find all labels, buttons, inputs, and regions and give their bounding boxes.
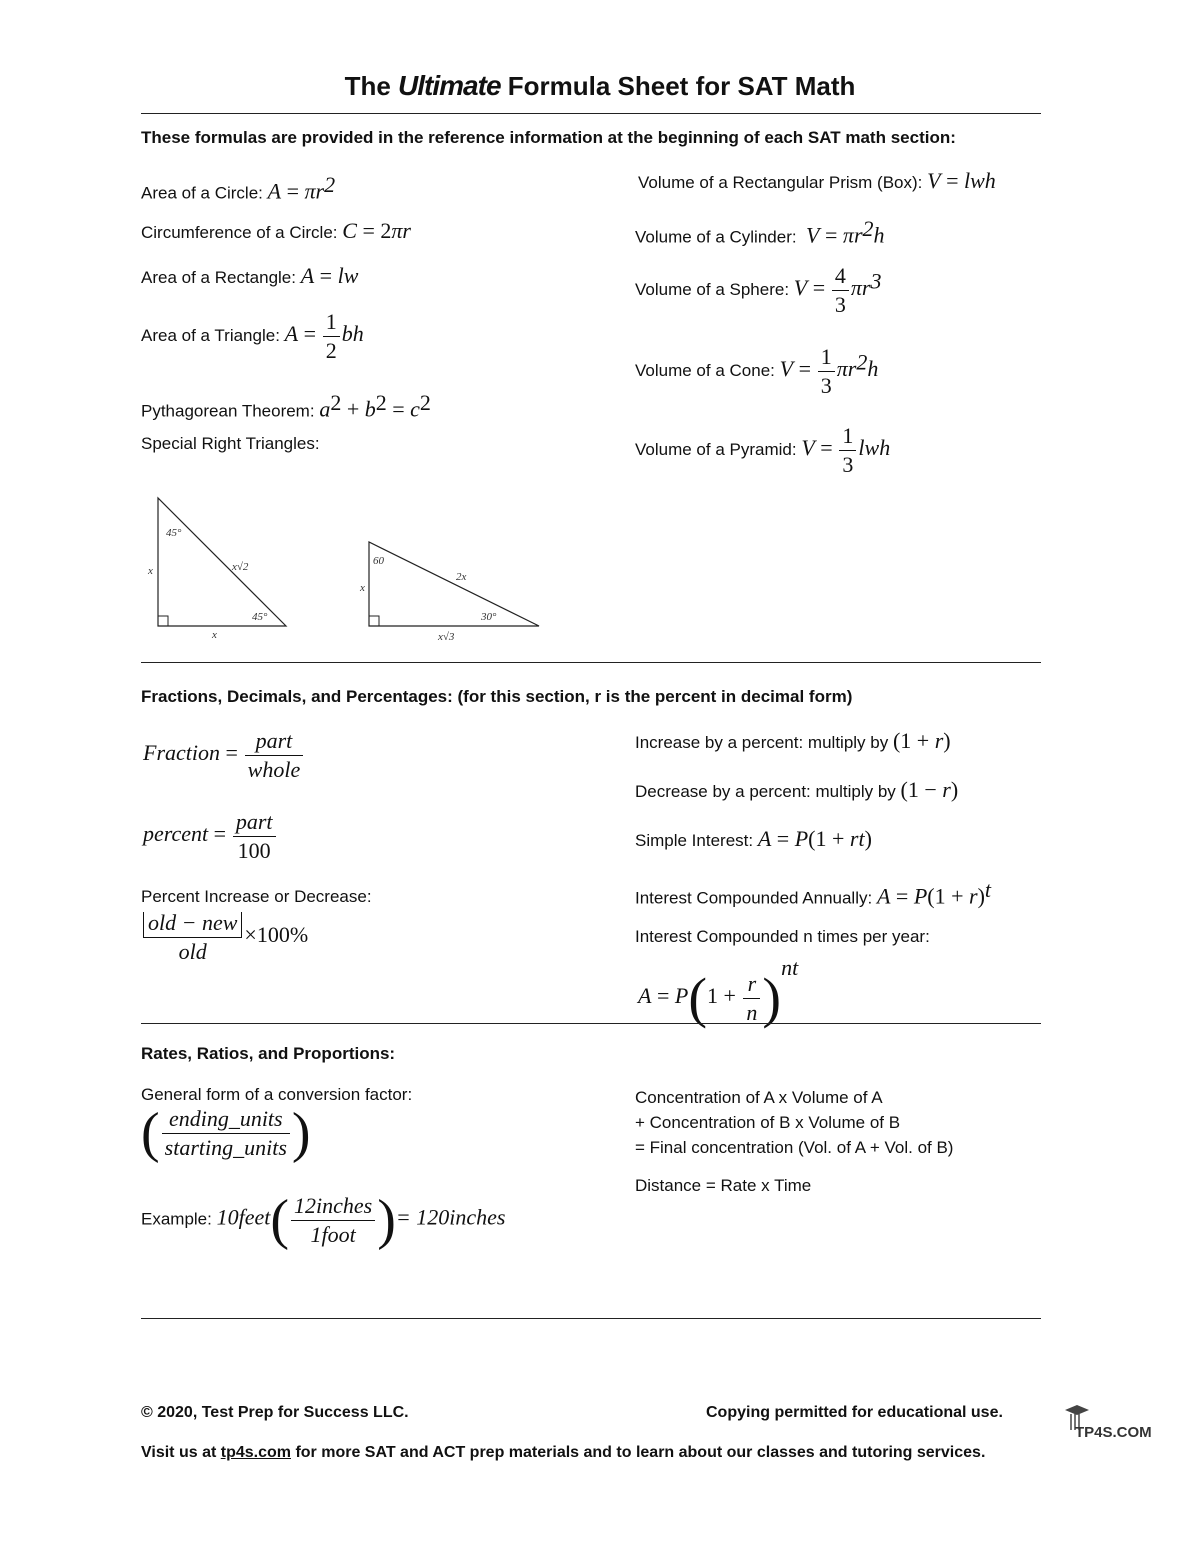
cylinder-label: Volume of a Cylinder: (635, 227, 797, 247)
special-triangles-label: Special Right Triangles: (141, 434, 320, 453)
increase-formula: Increase by a percent: multiply by (1 + r) (635, 728, 951, 753)
example-post: = 120inches (395, 1204, 506, 1230)
copying-notice: Copying permitted for educational use. (706, 1404, 1003, 1421)
t2-side: x (360, 582, 365, 594)
ntimes-formula: A = P(1 + $\frac{r}{n}$ )$^{nt}$ (638, 955, 799, 1030)
decrease-formula: Decrease by a percent: multiply by (1 − r) (635, 777, 959, 802)
tri-area-formula: Area of a Triangle: A = $\frac{1}{2}$ bh (141, 309, 364, 363)
fraction-formula: Fraction = $\frac{\text{part}}{\text{whole}}$ (143, 730, 305, 781)
tp4s-link[interactable]: tp4s.com (220, 1444, 291, 1461)
pct-change-mult: ×100% (244, 921, 309, 947)
divider (141, 1023, 1041, 1024)
section2-heading: Fractions, Decimals, and Percentages: (for this section, r is the percent in decimal form) (141, 687, 853, 706)
conversion-num: ending_units (162, 1108, 290, 1134)
tp4s-logo (1063, 1402, 1163, 1442)
title-pre: The (344, 71, 391, 101)
pct-change-formula (141, 912, 308, 963)
title-post: Formula Sheet for SAT Math (507, 71, 856, 101)
cone-label: Volume of a Cone: (635, 360, 775, 380)
triangle-30-60-90 (359, 542, 539, 643)
rect-area-formula: Area of a Rectangle: A = lw (141, 263, 359, 288)
distance-formula: Distance = Rate x Time (635, 1176, 812, 1195)
pythag-formula: Pythagorean Theorem: $a^2 + b^2 = c^2$ (141, 390, 431, 422)
visit-line (141, 1444, 985, 1462)
pct-change-den: old (178, 939, 207, 964)
fraction-den: whole (247, 757, 301, 782)
percent-num: part (233, 811, 276, 837)
t1-base: x (212, 629, 217, 641)
section1-heading: These formulas are provided in the reference information at the beginning of each SAT math section: (141, 128, 956, 147)
pythag-label: Pythagorean Theorem: (141, 401, 315, 421)
percent-lhs: percent (143, 820, 209, 846)
sphere-label: Volume of a Sphere: (635, 279, 790, 299)
copyright: © 2020, Test Prep for Success LLC. (141, 1404, 409, 1421)
pyramid-formula: Volume of a Pyramid: V = $\frac{1}{3}$ lwh (635, 423, 891, 477)
divider (141, 1318, 1041, 1319)
t2-bottom-angle: 30° (481, 611, 497, 623)
example-formula: Example: 10feet( $\frac{\text{12inches}}{\text{1foot}}$ )= 120inches (141, 1189, 506, 1251)
example-label: Example: (141, 1209, 212, 1229)
rect-area-label: Area of a Rectangle: (141, 268, 296, 287)
annual-interest-formula: Interest Compounded Annually: $A = P(1 + r)^t$ (635, 877, 992, 909)
special-triangles-diagram (140, 490, 560, 650)
concentration-line: Concentration of A x Volume of A (635, 1088, 883, 1107)
visit-pre: Visit us at (141, 1444, 217, 1461)
section3-heading: Rates, Ratios, and Proportions: (141, 1044, 396, 1063)
divider (141, 662, 1041, 663)
example-pre: 10feet (216, 1204, 271, 1230)
conversion-formula: ( $\frac{\text{ending\_units}}{\text{starting\_units}}$ ) (141, 1102, 311, 1164)
circumference-label: Circumference of a Circle: (141, 223, 338, 242)
concentration-line: + Concentration of B x Volume of B (635, 1113, 901, 1132)
t2-base: x√3 (438, 631, 455, 643)
graduation-cap-icon (1063, 1402, 1163, 1442)
t1-top-angle: 45° (166, 527, 182, 539)
percent-formula: percent = $\frac{\text{part}}{100}$ (143, 811, 278, 862)
t1-bottom-angle: 45° (252, 611, 268, 623)
concentration-line: = Final concentration (Vol. of A + Vol. of B) (635, 1138, 954, 1157)
t2-top-angle: 60 (373, 555, 384, 567)
fraction-lhs: Fraction (143, 739, 220, 765)
concentration-block (635, 1085, 953, 1160)
annual-interest-label: Interest Compounded Annually: (635, 888, 873, 908)
cone-formula: Volume of a Cone: V = $\frac{1}{3}$ $\pi r^2h$ (635, 344, 879, 398)
t2-hypotenuse: 2x (456, 571, 467, 583)
visit-post: for more SAT and ACT prep materials and to learn about our classes and tutoring services. (295, 1444, 986, 1461)
page-title (0, 70, 1200, 102)
percent-den: 100 (237, 838, 271, 863)
conversion-den: starting_units (164, 1134, 287, 1160)
fraction-num: part (245, 730, 304, 756)
circle-area-label: Area of a Circle: (141, 183, 263, 203)
conversion-label: General form of a conversion factor: (141, 1085, 413, 1104)
pct-change-label: Percent Increase or Decrease: (141, 887, 372, 906)
rect-prism-formula: Volume of a Rectangular Prism (Box): V = lwh (638, 168, 996, 193)
increase-label: Increase by a percent: multiply by (635, 733, 889, 752)
cylinder-formula: Volume of a Cylinder: $V = \pi r^2h$ (635, 216, 885, 248)
decrease-label: Decrease by a percent: multiply by (635, 782, 896, 801)
circle-area-formula: Area of a Circle: $A = \pi r^2$ (141, 172, 336, 204)
t1-side: x (148, 565, 153, 577)
logo-text: TP4S.COM (1075, 1424, 1152, 1441)
tri-area-label: Area of a Triangle: (141, 325, 280, 345)
pyramid-label: Volume of a Pyramid: (635, 439, 797, 459)
divider (141, 113, 1041, 114)
ntimes-label: Interest Compounded n times per year: (635, 927, 930, 946)
simple-interest-label: Simple Interest: (635, 831, 754, 850)
sphere-formula: Volume of a Sphere: V = $\frac{4}{3}$ $\pi r^3$ (635, 263, 882, 317)
title-emphasis: Ultimate (398, 70, 501, 101)
simple-interest-formula: Simple Interest: A = P(1 + rt) (635, 826, 872, 851)
example-num: 12inches (291, 1195, 375, 1221)
example-den: 1foot (310, 1221, 356, 1247)
triangle-45-45-90 (147, 498, 286, 641)
t1-hypotenuse: x√2 (232, 561, 249, 573)
rect-prism-label: Volume of a Rectangular Prism (Box): (638, 173, 923, 192)
pct-change-num: old − new (143, 912, 242, 938)
circumference-formula: Circumference of a Circle: C = 2πr (141, 218, 411, 243)
